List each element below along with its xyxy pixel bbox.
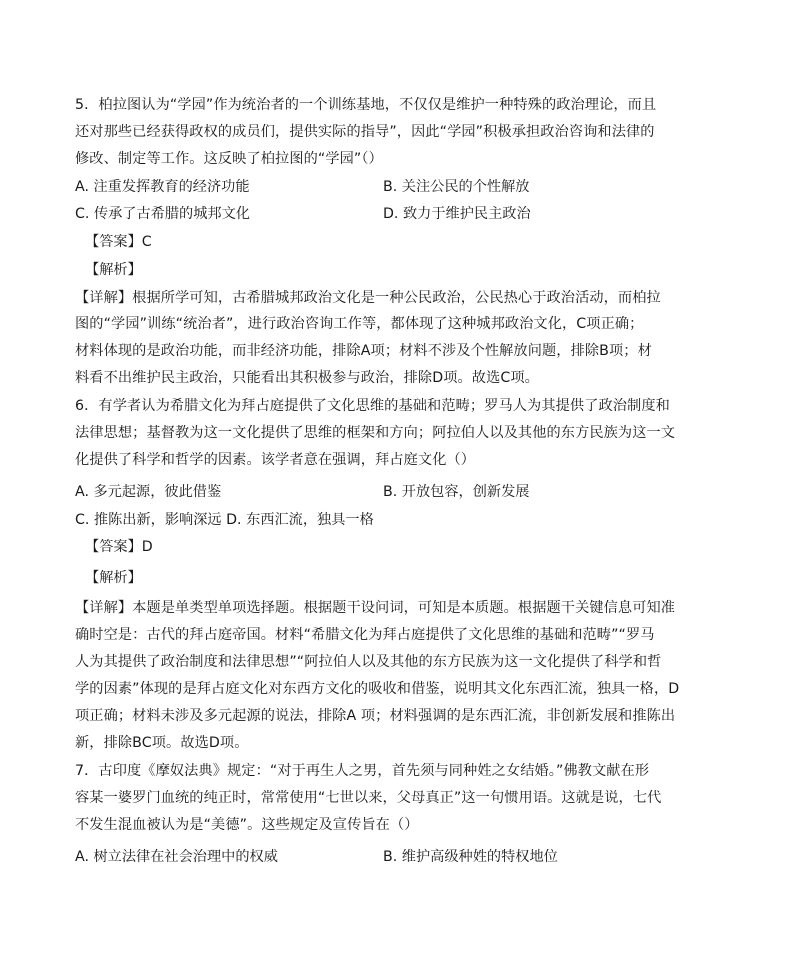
detail-line: 学的因素”体现的是拜占庭文化对东西方文化的吸收和借鉴，说明其文化东西汇流，独具一格，D <box>75 681 680 697</box>
question-stem-line: 容某一婆罗门血统的纯正时，常常使用“七世以来，父母真正”这一句惯用语。这就是说，七代 <box>75 790 662 806</box>
detail-line: 人为其提供了政治制度和法律思想”“阿拉伯人以及其他的东方民族为这一文化提供了科学和哲 <box>75 654 662 670</box>
analysis-label: 【解析】 <box>85 262 142 278</box>
detail-line: 确时空是：古代的拜占庭帝国。材料“希腊文化为拜占庭提供了文化思维的基础和范畴”“罗马 <box>75 627 655 643</box>
option-c-d: C. 推陈出新，影响深远 D. 东西汇流，独具一格 <box>75 512 374 528</box>
question-stem-line: 法律思想；基督教为这一文化提供了思维的框架和方向；阿拉伯人以及其他的东方民族为这一文 <box>75 425 676 441</box>
option-b: B. 维护高级种姓的特权地位 <box>383 849 558 865</box>
option-a: A. 注重发挥教育的经济功能 <box>75 179 250 195</box>
answer-label: 【答案】D <box>85 539 153 555</box>
answer-label: 【答案】C <box>85 234 152 250</box>
detail-line: 材料体现的是政治功能，而非经济功能，排除A项；材料不涉及个性解放问题，排除B项；材 <box>75 343 652 359</box>
option-b: B. 开放包容，创新发展 <box>383 484 530 500</box>
option-c: C. 传承了古希腊的城邦文化 <box>75 206 250 222</box>
detail-line: 【详解】本题是单类型单项选择题。根据题干设问词，可知是本质题。根据题干关键信息可知准 <box>75 600 676 616</box>
question-stem-line: 不发生混血被认为是“美德”。这些规定及宣传旨在（） <box>75 817 419 833</box>
question-stem-line: 5．柏拉图认为“学园”作为统治者的一个训练基地，不仅仅是维护一种特殊的政治理论，而且 <box>75 97 657 113</box>
detail-line: 图的“学园”训练“统治者”，进行政治咨询工作等，都体现了这种城邦政治文化，C项正确； <box>75 316 644 332</box>
question-stem-line: 6．有学者认为希腊文化为拜占庭提供了文化思维的基础和范畴；罗马人为其提供了政治制度和 <box>75 398 670 414</box>
option-a: A. 树立法律在社会治理中的权威 <box>75 849 278 865</box>
question-stem-line: 化提供了科学和哲学的因素。该学者意在强调，拜占庭文化（） <box>75 452 476 468</box>
question-stem-line: 7．古印度《摩奴法典》规定：“对于再生人之男，首先须与同种姓之女结婚。”佛教文献在形 <box>75 763 650 779</box>
question-stem-line: 修改、制定等工作。这反映了柏拉图的“学园”（） <box>75 151 383 167</box>
option-b: B. 关注公民的个性解放 <box>383 179 530 195</box>
option-d: D. 致力于维护民主政治 <box>383 206 531 222</box>
analysis-label: 【解析】 <box>85 570 142 586</box>
option-a: A. 多元起源，彼此借鉴 <box>75 484 222 500</box>
detail-line: 项正确；材料未涉及多元起源的说法，排除A 项；材料强调的是东西汇流，非创新发展和推陈出 <box>75 708 676 724</box>
detail-line: 【详解】根据所学可知，古希腊城邦政治文化是一种公民政治，公民热心于政治活动，而柏拉 <box>75 290 661 306</box>
detail-line: 新，排除BC项。故选D项。 <box>75 735 249 751</box>
question-stem-line: 还对那些已经获得政权的成员们，提供实际的指导”，因此“学园”积极承担政治咨询和法律的 <box>75 124 655 140</box>
detail-line: 料看不出维护民主政治，只能看出其积极参与政治，排除D项。故选C项。 <box>75 370 539 386</box>
